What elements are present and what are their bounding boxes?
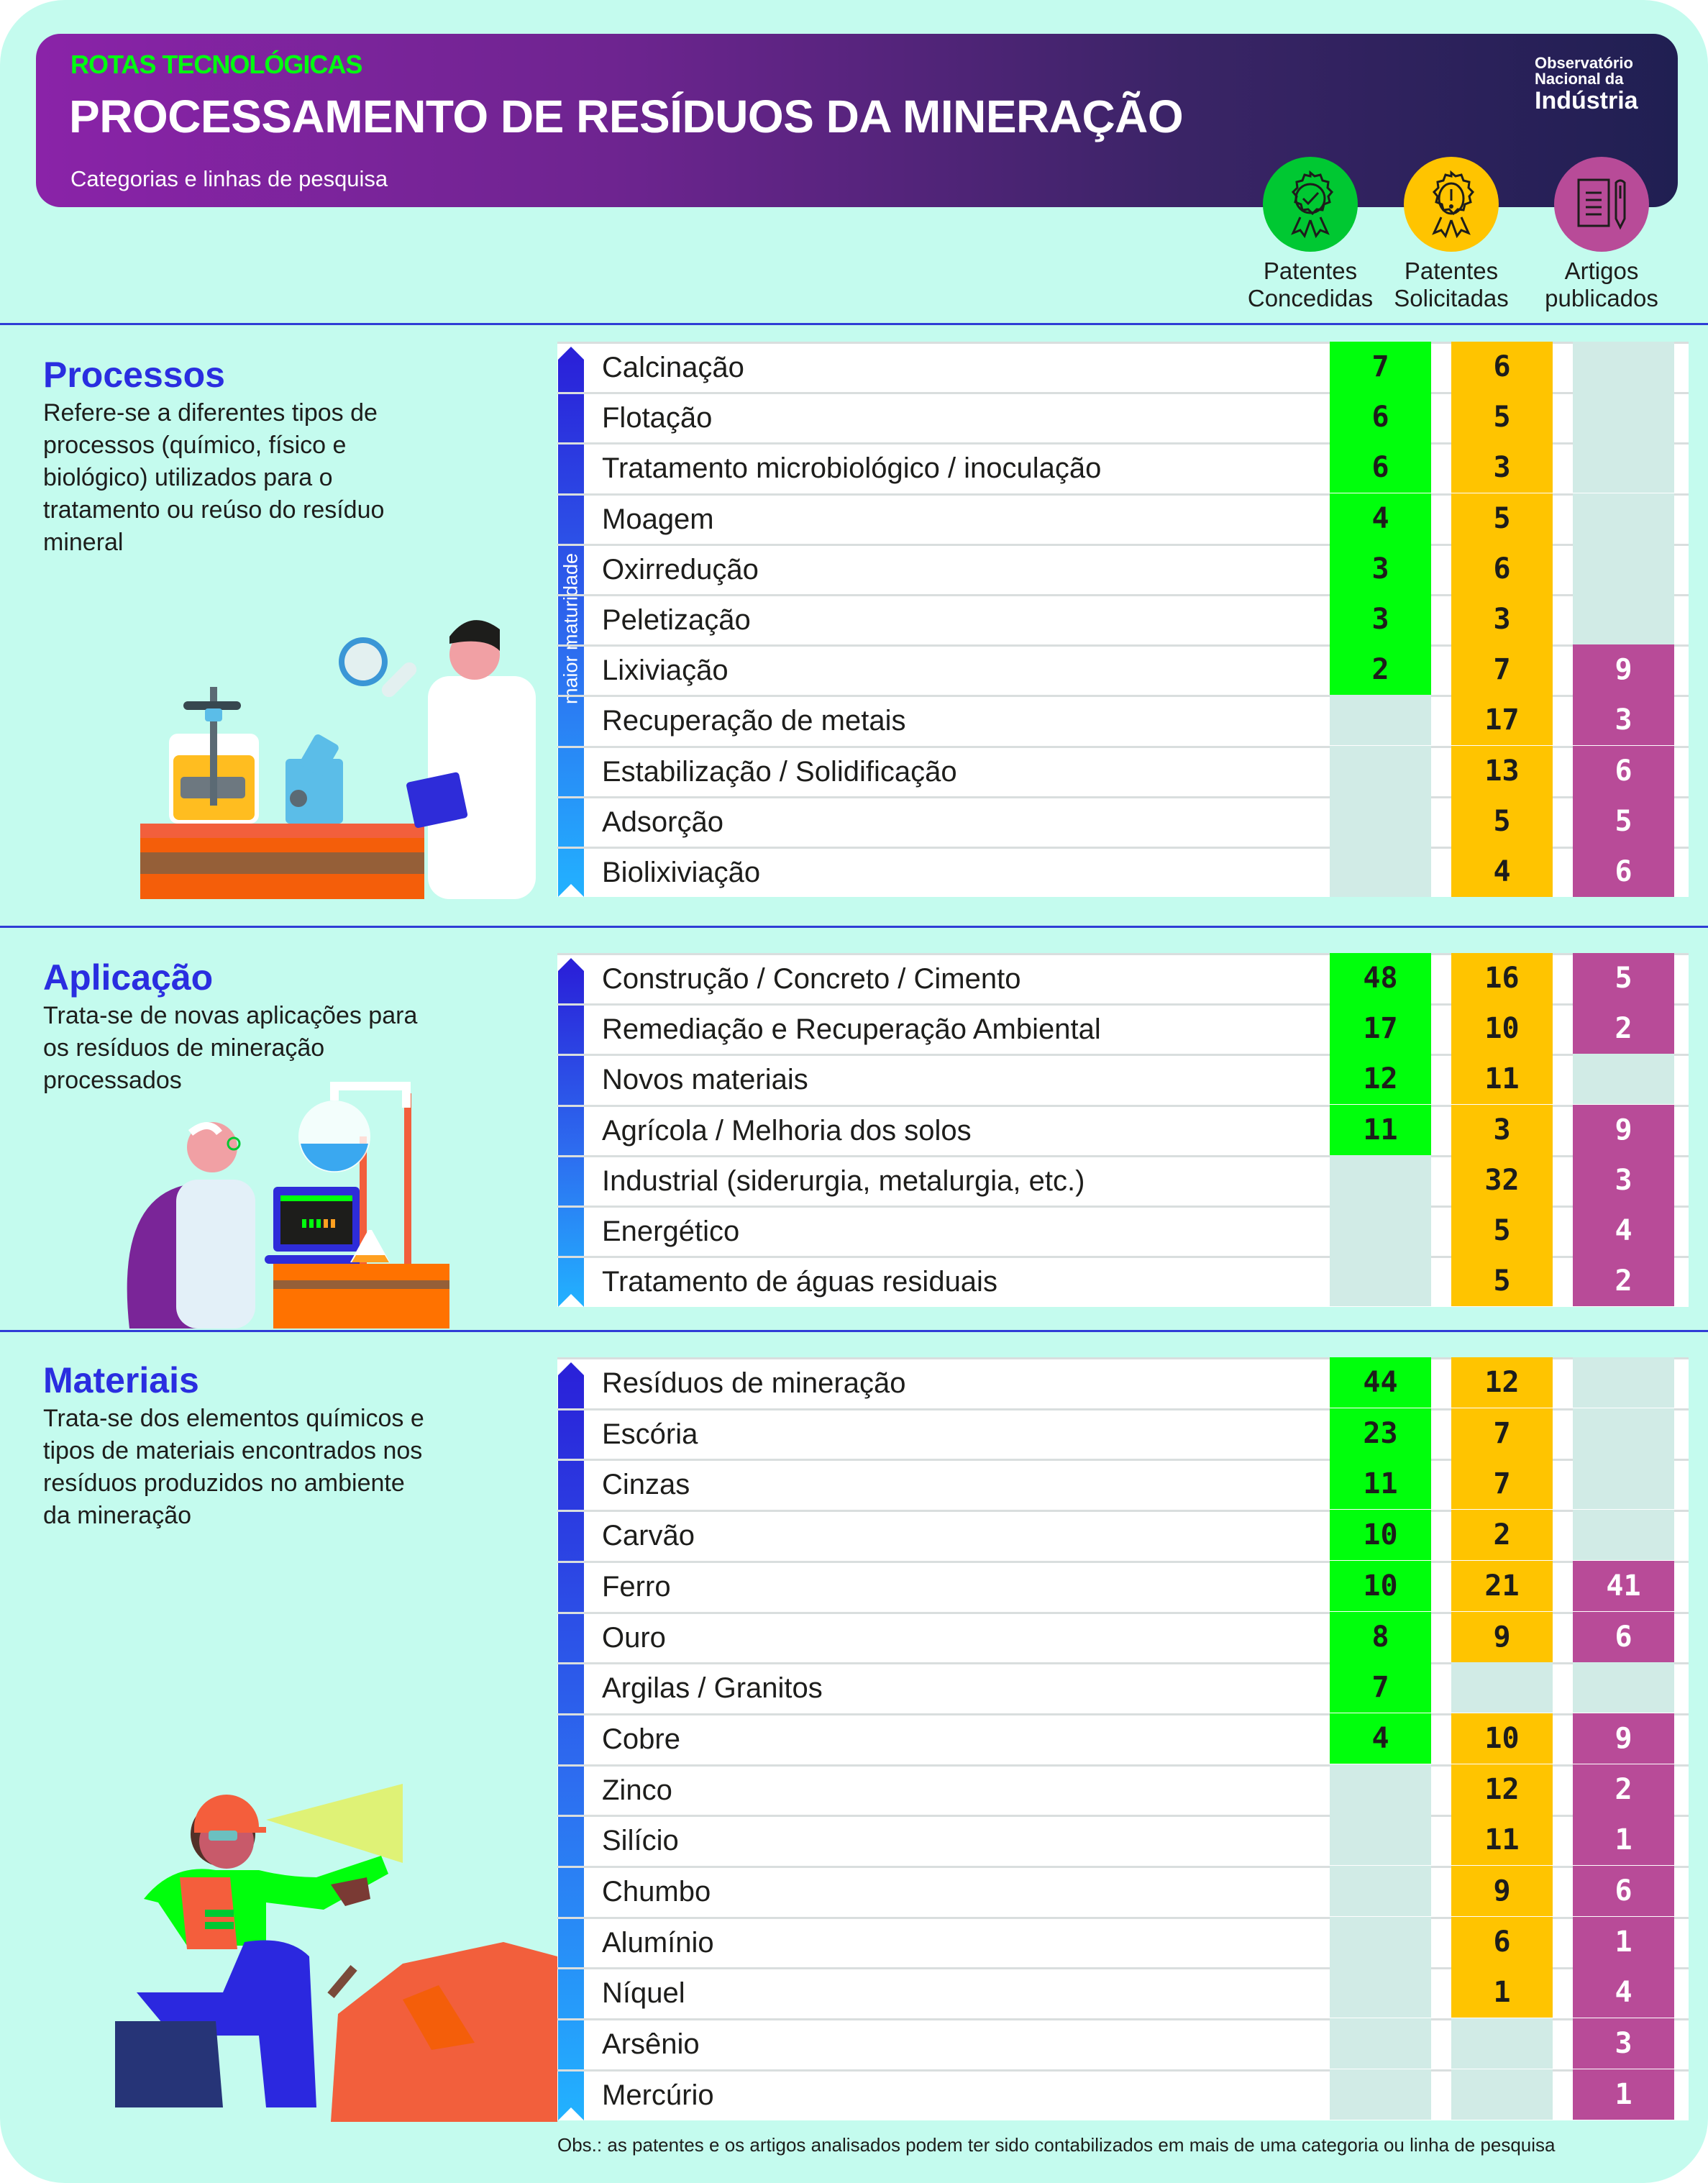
requested-count-cell: 7: [1451, 644, 1553, 695]
table-row: [557, 442, 1689, 493]
row-label: Novos materiais: [602, 1064, 808, 1096]
granted-count-cell: [1330, 1764, 1431, 1815]
row-label: Estabilização / Solidificação: [602, 755, 957, 788]
row-label: Lixiviação: [602, 655, 729, 687]
section-description-materiais: Trata-se dos elementos químicos e tipos de materiais encontrados nos resíduos produzidos no ambiente da mineração: [43, 1405, 424, 1529]
articles-count-cell: [1573, 1662, 1674, 1713]
row-label: Recuperação de metais: [602, 705, 906, 737]
table-row: [557, 342, 1689, 392]
section-divider: [0, 323, 1708, 325]
requested-count-cell: [1451, 1662, 1553, 1713]
table-row: [557, 1713, 1689, 1764]
granted-count-cell: [1330, 1917, 1431, 1967]
table-row: [557, 1815, 1689, 1865]
table-row: [557, 1662, 1689, 1713]
articles-count-cell: [1573, 342, 1674, 392]
table-row: [557, 1510, 1689, 1560]
section-divider: [0, 1330, 1708, 1332]
row-label: Construção / Concreto / Cimento: [602, 963, 1021, 995]
articles-count-cell: 6: [1573, 847, 1674, 897]
articles-count-cell: [1573, 493, 1674, 544]
requested-count-cell: 5: [1451, 796, 1553, 847]
footnote: Obs.: as patentes e os artigos analisados podem ter sido contabilizados em mais de uma categoria ou linha de pesquisa: [557, 2134, 1556, 2156]
requested-count-cell: 5: [1451, 493, 1553, 544]
articles-count-cell: 1: [1573, 2069, 1674, 2120]
row-label: Resíduos de mineração: [602, 1367, 906, 1399]
table-row: [557, 695, 1689, 745]
section-title-processos: Processos: [43, 355, 225, 395]
row-label: Mercúrio: [602, 2079, 714, 2111]
articles-count-cell: 6: [1573, 746, 1674, 796]
granted-count-cell: [1330, 695, 1431, 745]
section-divider: [0, 926, 1708, 928]
logo-line-3: Indústria: [1535, 87, 1638, 114]
granted-count-cell: 48: [1330, 953, 1431, 1003]
articles-count-cell: 9: [1573, 644, 1674, 695]
row-label: Zinco: [602, 1774, 672, 1806]
requested-count-cell: 7: [1451, 1459, 1553, 1509]
table-row: [557, 1612, 1689, 1662]
table-row: [557, 1408, 1689, 1459]
miner-illustration: [101, 1755, 557, 2122]
section-description-processos: Refere-se a diferentes tipos de processos (químico, físico e biológico) utilizados para o tratamento ou reúso do resíduo mineral: [43, 399, 385, 556]
table-row: [557, 1917, 1689, 1967]
articles-count-cell: 2: [1573, 1003, 1674, 1054]
legend-articles-line2: publicados: [1545, 285, 1658, 311]
granted-count-cell: [1330, 847, 1431, 897]
award-alert-icon: [1404, 157, 1499, 252]
row-label: Industrial (siderurgia, metalurgia, etc.): [602, 1165, 1085, 1197]
row-label: Biolixiviação: [602, 857, 761, 888]
legend-granted-line2: Concedidas: [1247, 285, 1374, 311]
row-label: Chumbo: [602, 1876, 711, 1908]
requested-count-cell: [1451, 2069, 1553, 2120]
articles-count-cell: [1573, 1408, 1674, 1459]
row-label: Silício: [602, 1825, 679, 1857]
articles-count-cell: 9: [1573, 1105, 1674, 1155]
requested-count-cell: 3: [1451, 442, 1553, 493]
table-row: [557, 1256, 1689, 1306]
table-row: [557, 594, 1689, 644]
table-row: [557, 746, 1689, 796]
table-row: [557, 544, 1689, 594]
table-row: [557, 1764, 1689, 1815]
legend-requested-line1: Patentes: [1404, 258, 1499, 284]
granted-count-cell: 11: [1330, 1459, 1431, 1509]
table-aplicacao: [557, 953, 1689, 1307]
requested-count-cell: 17: [1451, 695, 1553, 745]
articles-count-cell: [1573, 1459, 1674, 1509]
table-row: [557, 1206, 1689, 1256]
section-description-aplicacao: Trata-se de novas aplicações para os resíduos de mineração processados: [43, 1002, 418, 1094]
articles-count-cell: 6: [1573, 1866, 1674, 1916]
requested-count-cell: 7: [1451, 1408, 1553, 1459]
row-label: Remediação e Recuperação Ambiental: [602, 1013, 1101, 1046]
table-row: [557, 1105, 1689, 1155]
articles-count-cell: 5: [1573, 796, 1674, 847]
row-label: Cinzas: [602, 1469, 690, 1501]
requested-count-cell: 1: [1451, 1967, 1553, 2018]
table-row: [557, 2069, 1689, 2120]
page-title: PROCESSAMENTO DE RESÍDUOS DA MINERAÇÃO: [69, 91, 1184, 142]
granted-count-cell: 10: [1330, 1510, 1431, 1560]
requested-count-cell: 16: [1451, 953, 1553, 1003]
granted-count-cell: 3: [1330, 594, 1431, 644]
requested-count-cell: 6: [1451, 544, 1553, 594]
row-label: Cobre: [602, 1723, 680, 1755]
legend-articles-line1: Artigos: [1564, 258, 1639, 284]
articles-count-cell: 3: [1573, 695, 1674, 745]
articles-count-cell: 2: [1573, 1764, 1674, 1815]
table-row: [557, 392, 1689, 442]
articles-count-cell: 4: [1573, 1206, 1674, 1256]
granted-count-cell: 10: [1330, 1561, 1431, 1611]
requested-count-cell: 32: [1451, 1155, 1553, 1206]
observatorio-logo: [1535, 55, 1638, 113]
granted-count-cell: [1330, 1967, 1431, 2018]
granted-count-cell: 4: [1330, 493, 1431, 544]
row-label: Arsênio: [602, 2028, 700, 2061]
requested-count-cell: 3: [1451, 594, 1553, 644]
row-label: Escória: [602, 1418, 698, 1450]
logo-line-2: Nacional da: [1535, 70, 1624, 88]
row-label: Tratamento de águas residuais: [602, 1266, 997, 1298]
articles-count-cell: [1573, 594, 1674, 644]
row-label: Ouro: [602, 1621, 666, 1654]
header-kicker: ROTAS TECNOLÓGICAS: [70, 50, 362, 79]
articles-count-cell: [1573, 1357, 1674, 1408]
row-label: Alumínio: [602, 1926, 714, 1959]
table-row: [557, 1459, 1689, 1509]
granted-count-cell: 6: [1330, 442, 1431, 493]
section-title-aplicacao: Aplicação: [43, 957, 214, 998]
legend-granted-line1: Patentes: [1263, 258, 1358, 284]
granted-count-cell: 6: [1330, 392, 1431, 442]
row-label: Calcinação: [602, 352, 744, 383]
articles-count-cell: 5: [1573, 953, 1674, 1003]
requested-count-cell: 12: [1451, 1764, 1553, 1815]
table-row: [557, 644, 1689, 695]
articles-count-cell: [1573, 1510, 1674, 1560]
row-label: Moagem: [602, 503, 714, 535]
row-label: Oxirredução: [602, 553, 759, 585]
articles-count-cell: 41: [1573, 1561, 1674, 1611]
requested-count-cell: 10: [1451, 1003, 1553, 1054]
legend-articles: [1526, 157, 1677, 312]
granted-count-cell: [1330, 1155, 1431, 1206]
row-label: Carvão: [602, 1520, 695, 1552]
granted-count-cell: 8: [1330, 1612, 1431, 1662]
table-row: [557, 847, 1689, 897]
lab-scientist-computer-illustration: [115, 1072, 547, 1329]
legend-granted: [1235, 157, 1386, 312]
granted-count-cell: [1330, 1866, 1431, 1916]
row-label: Ferro: [602, 1570, 671, 1603]
granted-count-cell: [1330, 796, 1431, 847]
row-label: Peletização: [602, 604, 751, 636]
granted-count-cell: 7: [1330, 1662, 1431, 1713]
granted-count-cell: 2: [1330, 644, 1431, 695]
row-label: Energético: [602, 1216, 740, 1247]
logo-line-1: Observatório: [1535, 54, 1633, 72]
section-title-materiais: Materiais: [43, 1360, 199, 1400]
table-row: [557, 1561, 1689, 1611]
table-row: [557, 1155, 1689, 1206]
table-row: [557, 2018, 1689, 2069]
granted-count-cell: 7: [1330, 342, 1431, 392]
articles-count-cell: [1573, 544, 1674, 594]
articles-count-cell: 1: [1573, 1815, 1674, 1865]
row-label: Níquel: [602, 1977, 685, 2010]
table-row: [557, 1003, 1689, 1054]
granted-count-cell: 44: [1330, 1357, 1431, 1408]
requested-count-cell: [1451, 2018, 1553, 2069]
requested-count-cell: 9: [1451, 1866, 1553, 1916]
requested-count-cell: 4: [1451, 847, 1553, 897]
granted-count-cell: [1330, 2018, 1431, 2069]
requested-count-cell: 12: [1451, 1357, 1553, 1408]
articles-count-cell: [1573, 1054, 1674, 1104]
requested-count-cell: 5: [1451, 1256, 1553, 1306]
articles-count-cell: 2: [1573, 1256, 1674, 1306]
row-label: Flotação: [602, 402, 713, 434]
granted-count-cell: [1330, 1206, 1431, 1256]
articles-count-cell: [1573, 392, 1674, 442]
requested-count-cell: 9: [1451, 1612, 1553, 1662]
table-row: [557, 796, 1689, 847]
requested-count-cell: 10: [1451, 1713, 1553, 1764]
articles-count-cell: 4: [1573, 1967, 1674, 2018]
granted-count-cell: [1330, 1815, 1431, 1865]
requested-count-cell: 3: [1451, 1105, 1553, 1155]
row-label: Argilas / Granitos: [602, 1672, 823, 1705]
articles-count-cell: 3: [1573, 1155, 1674, 1206]
requested-count-cell: 11: [1451, 1815, 1553, 1865]
requested-count-cell: 5: [1451, 392, 1553, 442]
page-subtitle: Categorias e linhas de pesquisa: [70, 166, 388, 191]
award-check-icon: [1263, 157, 1358, 252]
granted-count-cell: [1330, 2069, 1431, 2120]
table-row: [557, 1054, 1689, 1104]
articles-count-cell: [1573, 442, 1674, 493]
table-row: [557, 493, 1689, 544]
articles-count-cell: 3: [1573, 2018, 1674, 2069]
table-row: [557, 1866, 1689, 1916]
granted-count-cell: [1330, 746, 1431, 796]
maturity-label: maior maturidade: [560, 552, 582, 704]
lab-scientist-microscope-illustration: [140, 608, 550, 899]
requested-count-cell: 11: [1451, 1054, 1553, 1104]
table-processos: [557, 342, 1689, 897]
granted-count-cell: 17: [1330, 1003, 1431, 1054]
articles-count-cell: 6: [1573, 1612, 1674, 1662]
requested-count-cell: 13: [1451, 746, 1553, 796]
table-row: [557, 1357, 1689, 1408]
articles-count-cell: 9: [1573, 1713, 1674, 1764]
row-label: Adsorção: [602, 806, 723, 838]
granted-count-cell: 3: [1330, 544, 1431, 594]
granted-count-cell: [1330, 1256, 1431, 1306]
table-row: [557, 953, 1689, 1003]
legend-requested-line2: Solicitadas: [1394, 285, 1509, 311]
requested-count-cell: 2: [1451, 1510, 1553, 1560]
document-pen-icon: [1554, 157, 1649, 252]
row-label: Agrícola / Melhoria dos solos: [602, 1114, 972, 1147]
requested-count-cell: 21: [1451, 1561, 1553, 1611]
requested-count-cell: 6: [1451, 1917, 1553, 1967]
granted-count-cell: 11: [1330, 1105, 1431, 1155]
granted-count-cell: 23: [1330, 1408, 1431, 1459]
granted-count-cell: 4: [1330, 1713, 1431, 1764]
articles-count-cell: 1: [1573, 1917, 1674, 1967]
legend-requested: [1376, 157, 1527, 312]
requested-count-cell: 5: [1451, 1206, 1553, 1256]
table-row: [557, 1967, 1689, 2018]
granted-count-cell: 12: [1330, 1054, 1431, 1104]
row-label: Tratamento microbiológico / inoculação: [602, 452, 1102, 485]
requested-count-cell: 6: [1451, 342, 1553, 392]
table-materiais: [557, 1357, 1689, 2120]
